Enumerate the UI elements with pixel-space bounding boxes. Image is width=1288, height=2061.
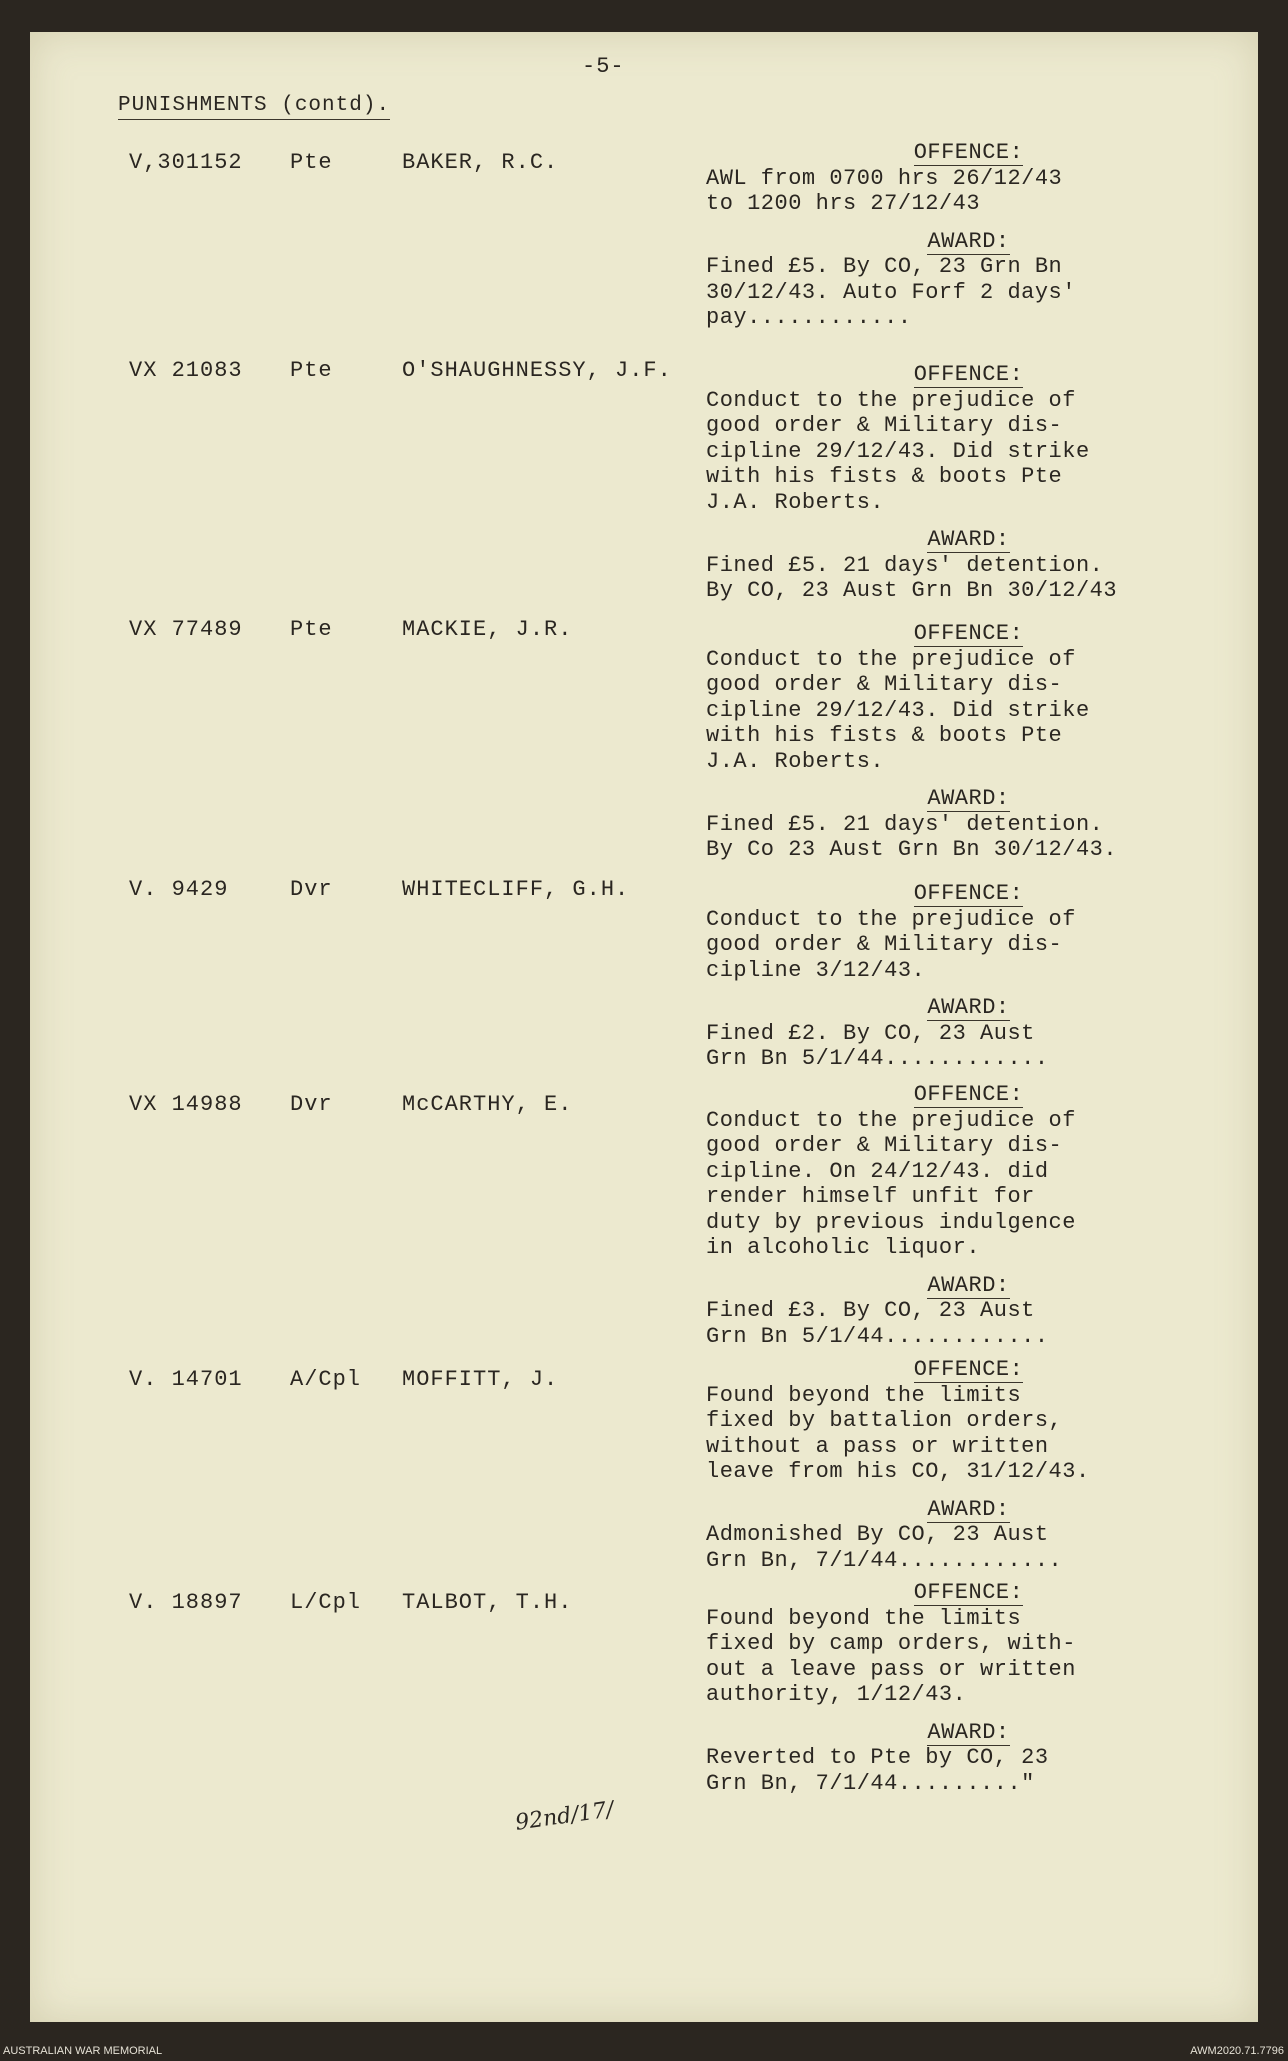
- award-label-text: AWARD:: [927, 786, 1010, 811]
- award-label: [706, 229, 1161, 255]
- offence-line: good order & Military dis-: [706, 1133, 1063, 1158]
- offence-label-text: OFFENCE:: [913, 362, 1024, 387]
- service-number: VX 14988: [129, 1092, 243, 1117]
- award-label-text: AWARD:: [927, 527, 1010, 552]
- offence-line: in alcoholic liquor.: [706, 1235, 981, 1260]
- offence-award-column: [706, 1580, 1161, 1796]
- offence-line: good order & Military dis-: [706, 413, 1063, 438]
- award-line: Fined £5. 21 days' detention.: [706, 552, 1104, 578]
- offence-line: duty by previous indulgence: [706, 1209, 1076, 1235]
- soldier-name: MACKIE, J.R.: [402, 617, 573, 642]
- award-line: Reverted to Pte by CO, 23: [706, 1745, 1049, 1770]
- offence-line: J.A. Roberts.: [706, 748, 885, 774]
- award-line: Grn Bn 5/1/44............: [706, 1323, 1049, 1349]
- offence-line: Conduct to the prejudice of: [706, 646, 1076, 672]
- rank: Pte: [290, 617, 333, 642]
- service-number: V. 18897: [129, 1590, 243, 1615]
- offence-award-column: [706, 1082, 1161, 1349]
- page-title: PUNISHMENTS (contd).: [118, 94, 390, 120]
- award-label-text: AWARD:: [927, 228, 1010, 254]
- award-label: [706, 995, 1161, 1021]
- award-label: [706, 527, 1161, 553]
- offence-line: Conduct to the prejudice of: [706, 906, 1076, 932]
- offence-line: good order & Military dis-: [706, 672, 1063, 697]
- award-label-text: AWARD:: [927, 1719, 1010, 1745]
- offence-label-text: OFFENCE:: [913, 1580, 1024, 1605]
- offence-line: leave from his CO, 31/12/43.: [706, 1459, 1090, 1484]
- offence-award-column: [706, 362, 1161, 604]
- rank: Dvr: [290, 877, 333, 902]
- offence-label: [706, 1580, 1161, 1606]
- offence-label-text: OFFENCE:: [913, 881, 1024, 906]
- offence-line: J.A. Roberts.: [706, 489, 885, 515]
- offence-award-column: [706, 881, 1161, 1072]
- award-line: By Co 23 Aust Grn Bn 30/12/43.: [706, 837, 1118, 862]
- soldier-name: WHITECLIFF, G.H.: [402, 877, 630, 902]
- offence-label-text: OFFENCE:: [913, 1357, 1024, 1382]
- footer-reference-number: AWM2020.71.7796: [1190, 2045, 1284, 2057]
- offence-line: fixed by camp orders, with-: [706, 1631, 1076, 1656]
- award-line: Fined £5. By CO, 23 Grn Bn: [706, 254, 1063, 279]
- offence-line: Conduct to the prejudice of: [706, 1107, 1076, 1133]
- page-number: -5-: [582, 54, 625, 79]
- offence-line: cipline 3/12/43.: [706, 957, 926, 983]
- offence-line: AWL from 0700 hrs 26/12/43: [706, 165, 1063, 191]
- offence-line: render himself unfit for: [706, 1184, 1035, 1209]
- offence-award-column: [706, 621, 1161, 863]
- award-label-text: AWARD:: [927, 1496, 1010, 1522]
- offence-line: with his fists & boots Pte: [706, 723, 1063, 748]
- award-label-text: AWARD:: [927, 1272, 1010, 1298]
- award-label-text: AWARD:: [927, 995, 1010, 1020]
- award-label: [706, 1497, 1161, 1523]
- offence-line: cipline. On 24/12/43. did: [706, 1158, 1049, 1184]
- rank: Pte: [290, 358, 333, 383]
- offence-label-text: OFFENCE:: [913, 621, 1024, 646]
- award-line: Grn Bn, 7/1/44.........": [706, 1770, 1035, 1796]
- offence-label-text: OFFENCE:: [913, 140, 1024, 165]
- service-number: V. 9429: [129, 877, 229, 902]
- offence-line: out a leave pass or written: [706, 1656, 1076, 1682]
- service-number: VX 21083: [129, 358, 243, 383]
- award-line: By CO, 23 Aust Grn Bn 30/12/43: [706, 578, 1118, 603]
- offence-label: [706, 140, 1161, 166]
- offence-label: [706, 362, 1161, 388]
- offence-label: [706, 1357, 1161, 1383]
- award-label: [706, 1720, 1161, 1746]
- offence-line: Conduct to the prejudice of: [706, 387, 1076, 413]
- handwritten-initials: 92nd/17/: [513, 1797, 616, 1836]
- offence-label: [706, 621, 1161, 647]
- award-line: Admonished By CO, 23 Aust: [706, 1522, 1049, 1547]
- offence-label: [706, 881, 1161, 907]
- award-line: Grn Bn, 7/1/44............: [706, 1547, 1063, 1573]
- award-line: Fined £3. By CO, 23 Aust: [706, 1298, 1035, 1323]
- award-line: Fined £5. 21 days' detention.: [706, 811, 1104, 837]
- award-label: [706, 1273, 1161, 1299]
- footer-archive-name: AUSTRALIAN WAR MEMORIAL: [3, 2045, 163, 2057]
- offence-label: [706, 1082, 1161, 1108]
- soldier-name: MOFFITT, J.: [402, 1367, 559, 1392]
- offence-line: Found beyond the limits: [706, 1605, 1022, 1631]
- offence-line: cipline 29/12/43. Did strike: [706, 697, 1090, 723]
- service-number: VX 77489: [129, 617, 243, 642]
- award-line: Grn Bn 5/1/44............: [706, 1046, 1049, 1071]
- offence-line: to 1200 hrs 27/12/43: [706, 191, 981, 216]
- offence-line: cipline 29/12/43. Did strike: [706, 438, 1090, 464]
- offence-line: Found beyond the limits: [706, 1382, 1022, 1408]
- award-line: pay............: [706, 305, 912, 330]
- offence-line: with his fists & boots Pte: [706, 464, 1063, 489]
- award-line: Fined £2. By CO, 23 Aust: [706, 1020, 1035, 1046]
- soldier-name: TALBOT, T.H.: [402, 1590, 573, 1615]
- document-page: [30, 32, 1258, 2022]
- soldier-name: McCARTHY, E.: [402, 1092, 573, 1117]
- offence-award-column: [706, 1357, 1161, 1573]
- offence-label-text: OFFENCE:: [913, 1082, 1024, 1107]
- service-number: V,301152: [129, 150, 243, 175]
- offence-line: good order & Military dis-: [706, 932, 1063, 957]
- award-label: [706, 786, 1161, 812]
- service-number: V. 14701: [129, 1367, 243, 1392]
- award-line: 30/12/43. Auto Forf 2 days': [706, 279, 1076, 305]
- rank: Dvr: [290, 1092, 333, 1117]
- offence-line: fixed by battalion orders,: [706, 1408, 1063, 1433]
- offence-line: without a pass or written: [706, 1433, 1049, 1459]
- rank: L/Cpl: [290, 1590, 362, 1615]
- offence-line: authority, 1/12/43.: [706, 1682, 967, 1707]
- offence-award-column: [706, 140, 1161, 331]
- soldier-name: BAKER, R.C.: [402, 150, 559, 175]
- soldier-name: O'SHAUGHNESSY, J.F.: [402, 358, 672, 383]
- rank: Pte: [290, 150, 333, 175]
- rank: A/Cpl: [290, 1367, 362, 1392]
